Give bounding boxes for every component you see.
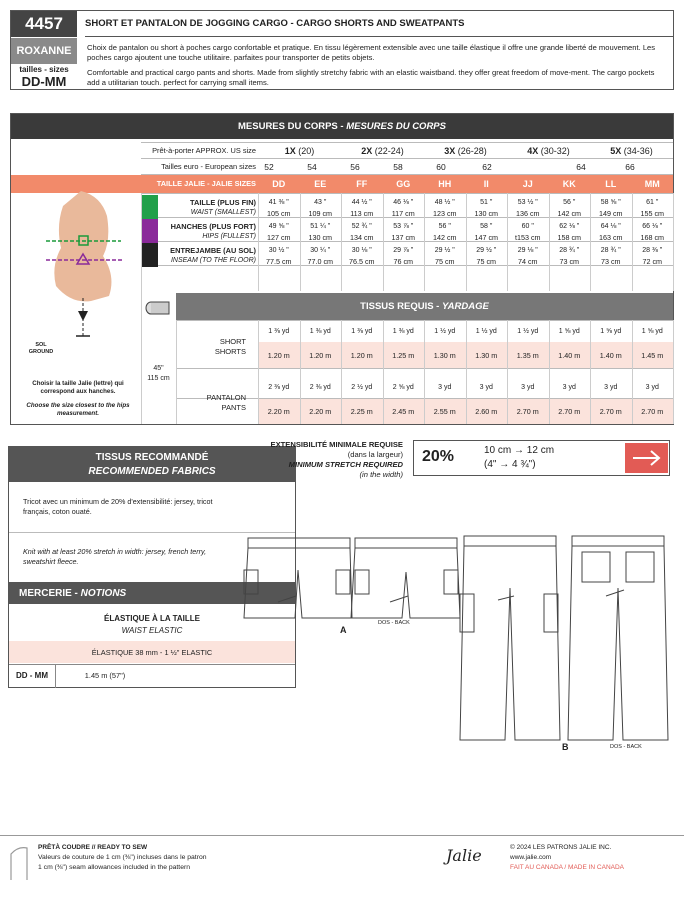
hips-inches: 52 ¾ " bbox=[351, 223, 372, 230]
inseam-cm: 74 cm bbox=[517, 257, 538, 266]
inseam-inches: 30 ¼ " bbox=[310, 247, 331, 254]
rtw-size-range: (22-24) bbox=[374, 146, 404, 156]
euro-size: 52 bbox=[264, 162, 274, 172]
fabrics-text-fr: Tricot avec un minimum de 20% d'extensibilité: jersey, tricot français, coton ouaté. bbox=[23, 497, 213, 516]
inseam-cm: 75 cm bbox=[434, 257, 455, 266]
short-yards: 1 ⅜ yd bbox=[309, 328, 331, 335]
euro-size: 58 bbox=[393, 162, 403, 172]
euro-label: Tailles euro - European sizes bbox=[161, 162, 256, 171]
title-fr: MESURES DU CORPS - bbox=[238, 121, 347, 132]
short-label-fr: SHORT bbox=[219, 337, 246, 346]
stretch-label-fr-sub: (dans la largeur) bbox=[347, 450, 403, 459]
waist-inches: 53 ½ " bbox=[517, 199, 538, 206]
pants-front-drawing bbox=[460, 536, 560, 740]
inseam-cm: 75 cm bbox=[476, 257, 497, 266]
inseam-inches: 28 ¾ " bbox=[600, 247, 621, 254]
rtw-size-range: (20) bbox=[298, 146, 315, 156]
ground-label-en: GROUND bbox=[28, 349, 54, 355]
inseam-icon bbox=[142, 243, 158, 267]
pants-yards: 3 yd bbox=[438, 384, 452, 391]
choose-note-en: Choose the size closest to the hips measurement. bbox=[26, 402, 130, 417]
made-in-canada: FAIT AU CANADA / MADE IN CANADA bbox=[510, 864, 625, 871]
body-silhouette bbox=[54, 191, 111, 301]
notions-item-fr: ÉLASTIQUE À LA TAILLE bbox=[104, 614, 200, 623]
jalie-size-code: KK bbox=[562, 179, 576, 189]
stretch-in: (4" → 4 ¾") bbox=[484, 459, 536, 470]
inseam-marker-icon bbox=[78, 311, 88, 321]
pants-yards: 3 yd bbox=[645, 384, 659, 391]
short-yards: 1 ⅝ yd bbox=[600, 328, 622, 335]
rtw-size-code: 2X bbox=[361, 146, 373, 156]
pants-meters: 2.70 m bbox=[558, 407, 581, 416]
pants-yards: 2 ⅜ yd bbox=[309, 384, 331, 391]
choose-note-fr: Choisir la taille Jalie (lettre) qui correspond aux hanches. bbox=[32, 380, 124, 395]
waist-label-fr: TAILLE (PLUS FIN) bbox=[190, 198, 256, 207]
ready-to-sew: PRÊTÀ COUDRE // READY TO SEW bbox=[38, 844, 148, 851]
inseam-cm: 72 cm bbox=[642, 257, 663, 266]
pattern-title: SHORT ET PANTALON DE JOGGING CARGO - CARGO SHORTS AND SWEATPANTS bbox=[85, 11, 673, 37]
notions-title-fr: MERCERIE - bbox=[19, 588, 81, 599]
hips-icon bbox=[142, 219, 158, 243]
pants-yards: 3 yd bbox=[521, 384, 535, 391]
pants-back-drawing bbox=[568, 536, 668, 740]
body-figure bbox=[31, 186, 131, 366]
short-meters: 1.30 m bbox=[475, 351, 498, 360]
rtw-size bbox=[507, 145, 590, 157]
shorts-back-drawing bbox=[351, 538, 460, 618]
hips-inches: 56 " bbox=[438, 223, 451, 230]
yardage-title-fr: TISSUS REQUIS - bbox=[360, 301, 442, 312]
rtw-size-code: 1X bbox=[284, 146, 296, 156]
hips-inches: 62 ⅛ " bbox=[559, 223, 580, 230]
measurements-table bbox=[10, 113, 674, 425]
hips-inches: 49 ⅝ " bbox=[268, 223, 289, 230]
hips-label-en: HIPS (FULLEST) bbox=[202, 233, 256, 240]
waist-inches: 61 " bbox=[646, 199, 659, 206]
stretch-label-en: MINIMUM STRETCH REQUIRED bbox=[288, 460, 403, 469]
euro-size: 56 bbox=[350, 162, 360, 172]
rtw-size bbox=[341, 145, 424, 157]
jalie-size-code: LL bbox=[605, 179, 617, 189]
shorts-front-drawing bbox=[244, 538, 352, 618]
notions-item-en: WAIST ELASTIC bbox=[121, 626, 183, 635]
notions-title-en: NOTIONS bbox=[80, 588, 127, 599]
euro-size: 64 bbox=[576, 162, 586, 172]
short-meters: 1.45 m bbox=[641, 351, 664, 360]
inseam-inches: 28 ⅜ " bbox=[642, 247, 663, 254]
rtw-size-code: 4X bbox=[527, 146, 539, 156]
footer bbox=[0, 835, 684, 900]
jalie-size-code: DD bbox=[272, 179, 286, 189]
pants-meters: 2.55 m bbox=[433, 407, 456, 416]
fabric-width-cm: 115 cm bbox=[147, 375, 170, 382]
hips-cm: 134 cm bbox=[349, 233, 374, 242]
inseam-inches: 29 ½ " bbox=[434, 247, 455, 254]
pants-yards: 3 yd bbox=[604, 384, 618, 391]
pants-label-fr: PANTALON bbox=[206, 393, 246, 402]
stretch-percent: 20% bbox=[422, 448, 455, 465]
hips-label-fr: HANCHES (PLUS FORT) bbox=[170, 222, 256, 231]
waist-cm: 123 cm bbox=[432, 209, 457, 218]
notions-quantity: 1.45 m (57") bbox=[84, 671, 126, 680]
notions-spec: ÉLASTIQUE 38 mm - 1 ½" ELASTIC bbox=[91, 648, 213, 657]
jalie-size-code: GG bbox=[396, 179, 411, 189]
waist-inches: 51 " bbox=[480, 199, 493, 206]
hips-inches: 66 ⅛ " bbox=[642, 223, 663, 230]
rtw-size-range: (30-32) bbox=[540, 146, 570, 156]
copyright: © 2024 LES PATRONS JALIE INC. bbox=[510, 844, 612, 851]
sizes-label: tailles - sizes bbox=[19, 65, 69, 74]
pants-yards: 2 ⅝ yd bbox=[392, 384, 414, 391]
jalie-size-code: EE bbox=[314, 179, 327, 189]
waist-cm: 109 cm bbox=[308, 209, 333, 218]
waist-inches: 48 ½ " bbox=[434, 199, 455, 206]
fabric-width-in: 45" bbox=[153, 365, 164, 372]
inseam-inches: 29 ⅛ " bbox=[517, 247, 538, 254]
short-yards: 1 ⅝ yd bbox=[641, 328, 663, 335]
title-en: MESURES DU CORPS bbox=[346, 121, 446, 132]
inseam-cm: 76 cm bbox=[393, 257, 414, 266]
shorts-back-label: DOS - BACK bbox=[378, 620, 410, 626]
sizes-range: DD-MM bbox=[21, 74, 67, 89]
jalie-size-code: FF bbox=[356, 179, 368, 189]
rtw-size-code: 5X bbox=[610, 146, 622, 156]
short-label-en: SHORTS bbox=[214, 347, 246, 356]
short-yards: 1 ⅜ yd bbox=[268, 328, 290, 335]
inseam-inches: 30 ½ " bbox=[268, 247, 289, 254]
short-meters: 1.35 m bbox=[516, 351, 539, 360]
pants-meters: 2.25 m bbox=[350, 407, 373, 416]
rtw-size bbox=[258, 145, 341, 157]
jalie-size-code: MM bbox=[644, 179, 660, 189]
hips-inches: 64 ⅛ " bbox=[600, 223, 621, 230]
technical-drawings bbox=[240, 530, 680, 760]
waist-inches: 56 " bbox=[563, 199, 576, 206]
euro-size: 62 bbox=[482, 162, 492, 172]
pants-yards: 3 yd bbox=[479, 384, 493, 391]
pattern-name: ROXANNE bbox=[11, 38, 77, 64]
pants-yards: 3 yd bbox=[562, 384, 576, 391]
pants-meters: 2.45 m bbox=[392, 407, 415, 416]
hips-cm: 168 cm bbox=[640, 233, 665, 242]
pants-meters: 2.70 m bbox=[516, 407, 539, 416]
waist-cm: 130 cm bbox=[474, 209, 499, 218]
hips-inches: 53 ⅞ " bbox=[393, 223, 414, 230]
inseam-cm: 76.5 cm bbox=[348, 257, 375, 266]
ground-label-fr: SOL bbox=[35, 342, 47, 348]
waist-inches: 58 ⅝ " bbox=[600, 199, 621, 206]
pants-meters: 2.70 m bbox=[599, 407, 622, 416]
seam-allowance-fr: Valeurs de couture de 1 cm (⅜") incluses dans le patron bbox=[38, 854, 207, 861]
waist-cm: 155 cm bbox=[640, 209, 665, 218]
stretch-label-fr: EXTENSIBILITÉ MINIMALE REQUISE bbox=[270, 440, 403, 449]
waist-cm: 136 cm bbox=[515, 209, 540, 218]
short-meters: 1.25 m bbox=[392, 351, 415, 360]
pants-meters: 2.20 m bbox=[267, 407, 290, 416]
measurements-title bbox=[11, 114, 673, 139]
pants-yards: 2 ⅜ yd bbox=[268, 384, 290, 391]
euro-size: 60 bbox=[436, 162, 446, 172]
hips-inches: 58 " bbox=[480, 223, 493, 230]
seam-allowance-en: 1 cm (⅜") seam allowances included in the pattern bbox=[38, 864, 191, 871]
short-yards: 1 ½ yd bbox=[475, 328, 497, 335]
waist-cm: 105 cm bbox=[266, 209, 291, 218]
inseam-cm: 77.0 cm bbox=[307, 257, 334, 266]
pants-meters: 2.70 m bbox=[641, 407, 664, 416]
rtw-size bbox=[590, 145, 673, 157]
short-meters: 1.40 m bbox=[599, 351, 622, 360]
jalie-label: TAILLE JALIE - JALIE SIZES bbox=[156, 179, 256, 188]
pants-meters: 2.60 m bbox=[475, 407, 498, 416]
hips-cm: 127 cm bbox=[266, 233, 291, 242]
hips-cm: 158 cm bbox=[557, 233, 582, 242]
short-yards: 1 ½ yd bbox=[517, 328, 539, 335]
hips-cm: 137 cm bbox=[391, 233, 416, 242]
rtw-label: Prêt-à-porter APPROX. US size bbox=[152, 146, 256, 155]
stretch-gauge bbox=[413, 440, 670, 476]
notions-size: DD - MM bbox=[16, 671, 48, 680]
rtw-size-range: (34-36) bbox=[623, 146, 653, 156]
description-fr: Choix de pantalon ou short à poches cargo confortable et pratique. En tissu légèrement extensible avec une taille élastique il offre une grande liberté de mouvement. Les poches cargo ajoutent une touche utilitaire. parfaites pour transporter de petits objets. bbox=[87, 43, 656, 62]
waist-label-en: WAIST (SMALLEST) bbox=[190, 209, 256, 216]
rtw-size bbox=[424, 145, 507, 157]
euro-size: 54 bbox=[307, 162, 317, 172]
hips-cm: 163 cm bbox=[598, 233, 623, 242]
waist-cm: 142 cm bbox=[557, 209, 582, 218]
pants-label-en: PANTS bbox=[221, 403, 246, 412]
pants-back-label: DOS - BACK bbox=[610, 744, 642, 750]
waist-icon bbox=[142, 195, 158, 219]
inseam-cm: 73 cm bbox=[559, 257, 580, 266]
pants-meters: 2.20 m bbox=[309, 407, 332, 416]
waist-inches: 44 ½ " bbox=[351, 199, 372, 206]
inseam-cm: 73 cm bbox=[600, 257, 621, 266]
waist-inches: 46 ⅛ " bbox=[393, 199, 414, 206]
description-en: Comfortable and practical cargo pants and shorts. Made from slightly stretchy fabric with an elastic waistband. they offer great freedom of move-ment. The cargo pockets add a utilitarian touch. perfect for carrying small items. bbox=[87, 68, 655, 87]
pants-yards: 2 ½ yd bbox=[351, 384, 373, 391]
yardage-title bbox=[176, 293, 673, 320]
yardage-title-en: YARDAGE bbox=[442, 301, 489, 312]
fabrics-text-en: Knit with at least 20% stretch in width: jersey, french terry, sweatshirt fleece. bbox=[23, 547, 207, 566]
website-link[interactable]: www.jalie.com bbox=[510, 854, 552, 861]
inseam-inches: 29 ⅞ " bbox=[393, 247, 414, 254]
short-yards: 1 ⅜ yd bbox=[392, 328, 414, 335]
stretch-cm: 10 cm → 12 cm bbox=[484, 445, 555, 456]
jalie-size-code: HH bbox=[438, 179, 452, 189]
waist-inches: 43 " bbox=[314, 199, 327, 206]
seam-allowance-icon bbox=[8, 842, 30, 882]
euro-size: 66 bbox=[625, 162, 635, 172]
waist-cm: 113 cm bbox=[350, 209, 374, 218]
inseam-inches: 29 ½ " bbox=[476, 247, 497, 254]
pattern-header bbox=[10, 10, 674, 90]
inseam-cm: 77.5 cm bbox=[265, 257, 292, 266]
stretch-arrow-icon bbox=[625, 443, 668, 473]
short-meters: 1.20 m bbox=[309, 351, 332, 360]
short-meters: 1.20 m bbox=[267, 351, 290, 360]
waist-inches: 41 ⅜ " bbox=[268, 199, 289, 206]
inseam-label-en: INSEAM (TO THE FLOOR) bbox=[170, 257, 256, 264]
hips-inches: 60 " bbox=[521, 223, 534, 230]
hips-cm: 147 cm bbox=[474, 233, 499, 242]
fabric-roll-icon bbox=[145, 296, 171, 316]
short-meters: 1.30 m bbox=[433, 351, 456, 360]
inseam-label-fr: ENTREJAMBE (AU SOL) bbox=[170, 246, 256, 255]
view-a-label: A bbox=[340, 625, 347, 635]
rtw-size-code: 3X bbox=[444, 146, 456, 156]
short-yards: 1 ⅜ yd bbox=[351, 328, 373, 335]
short-yards: 1 ⅝ yd bbox=[558, 328, 580, 335]
pattern-number: 4457 bbox=[11, 11, 77, 37]
inseam-inches: 30 ⅛ " bbox=[351, 247, 372, 254]
fabrics-title-en: RECOMMENDED FABRICS bbox=[88, 466, 216, 477]
rtw-size-range: (26-28) bbox=[457, 146, 487, 156]
jalie-size-code: II bbox=[483, 179, 489, 189]
hips-cm: 130 cm bbox=[308, 233, 333, 242]
stretch-label bbox=[245, 440, 403, 480]
hips-cm: 142 cm bbox=[432, 233, 457, 242]
waist-cm: 149 cm bbox=[598, 209, 623, 218]
waist-cm: 117 cm bbox=[391, 209, 415, 218]
inseam-inches: 28 ¾ " bbox=[559, 247, 580, 254]
jalie-logo: Jalie bbox=[446, 846, 482, 865]
short-yards: 1 ½ yd bbox=[434, 328, 456, 335]
hips-cm: t153 cm bbox=[514, 233, 541, 242]
stretch-label-en-sub: (in the width) bbox=[359, 470, 403, 479]
short-meters: 1.20 m bbox=[350, 351, 373, 360]
short-meters: 1.40 m bbox=[558, 351, 581, 360]
fabrics-title-fr: TISSUS RECOMMANDÉ bbox=[95, 452, 209, 463]
jalie-size-code: JJ bbox=[522, 179, 533, 189]
view-b-label: B bbox=[562, 742, 569, 752]
hips-inches: 51 ¼ " bbox=[310, 223, 331, 230]
